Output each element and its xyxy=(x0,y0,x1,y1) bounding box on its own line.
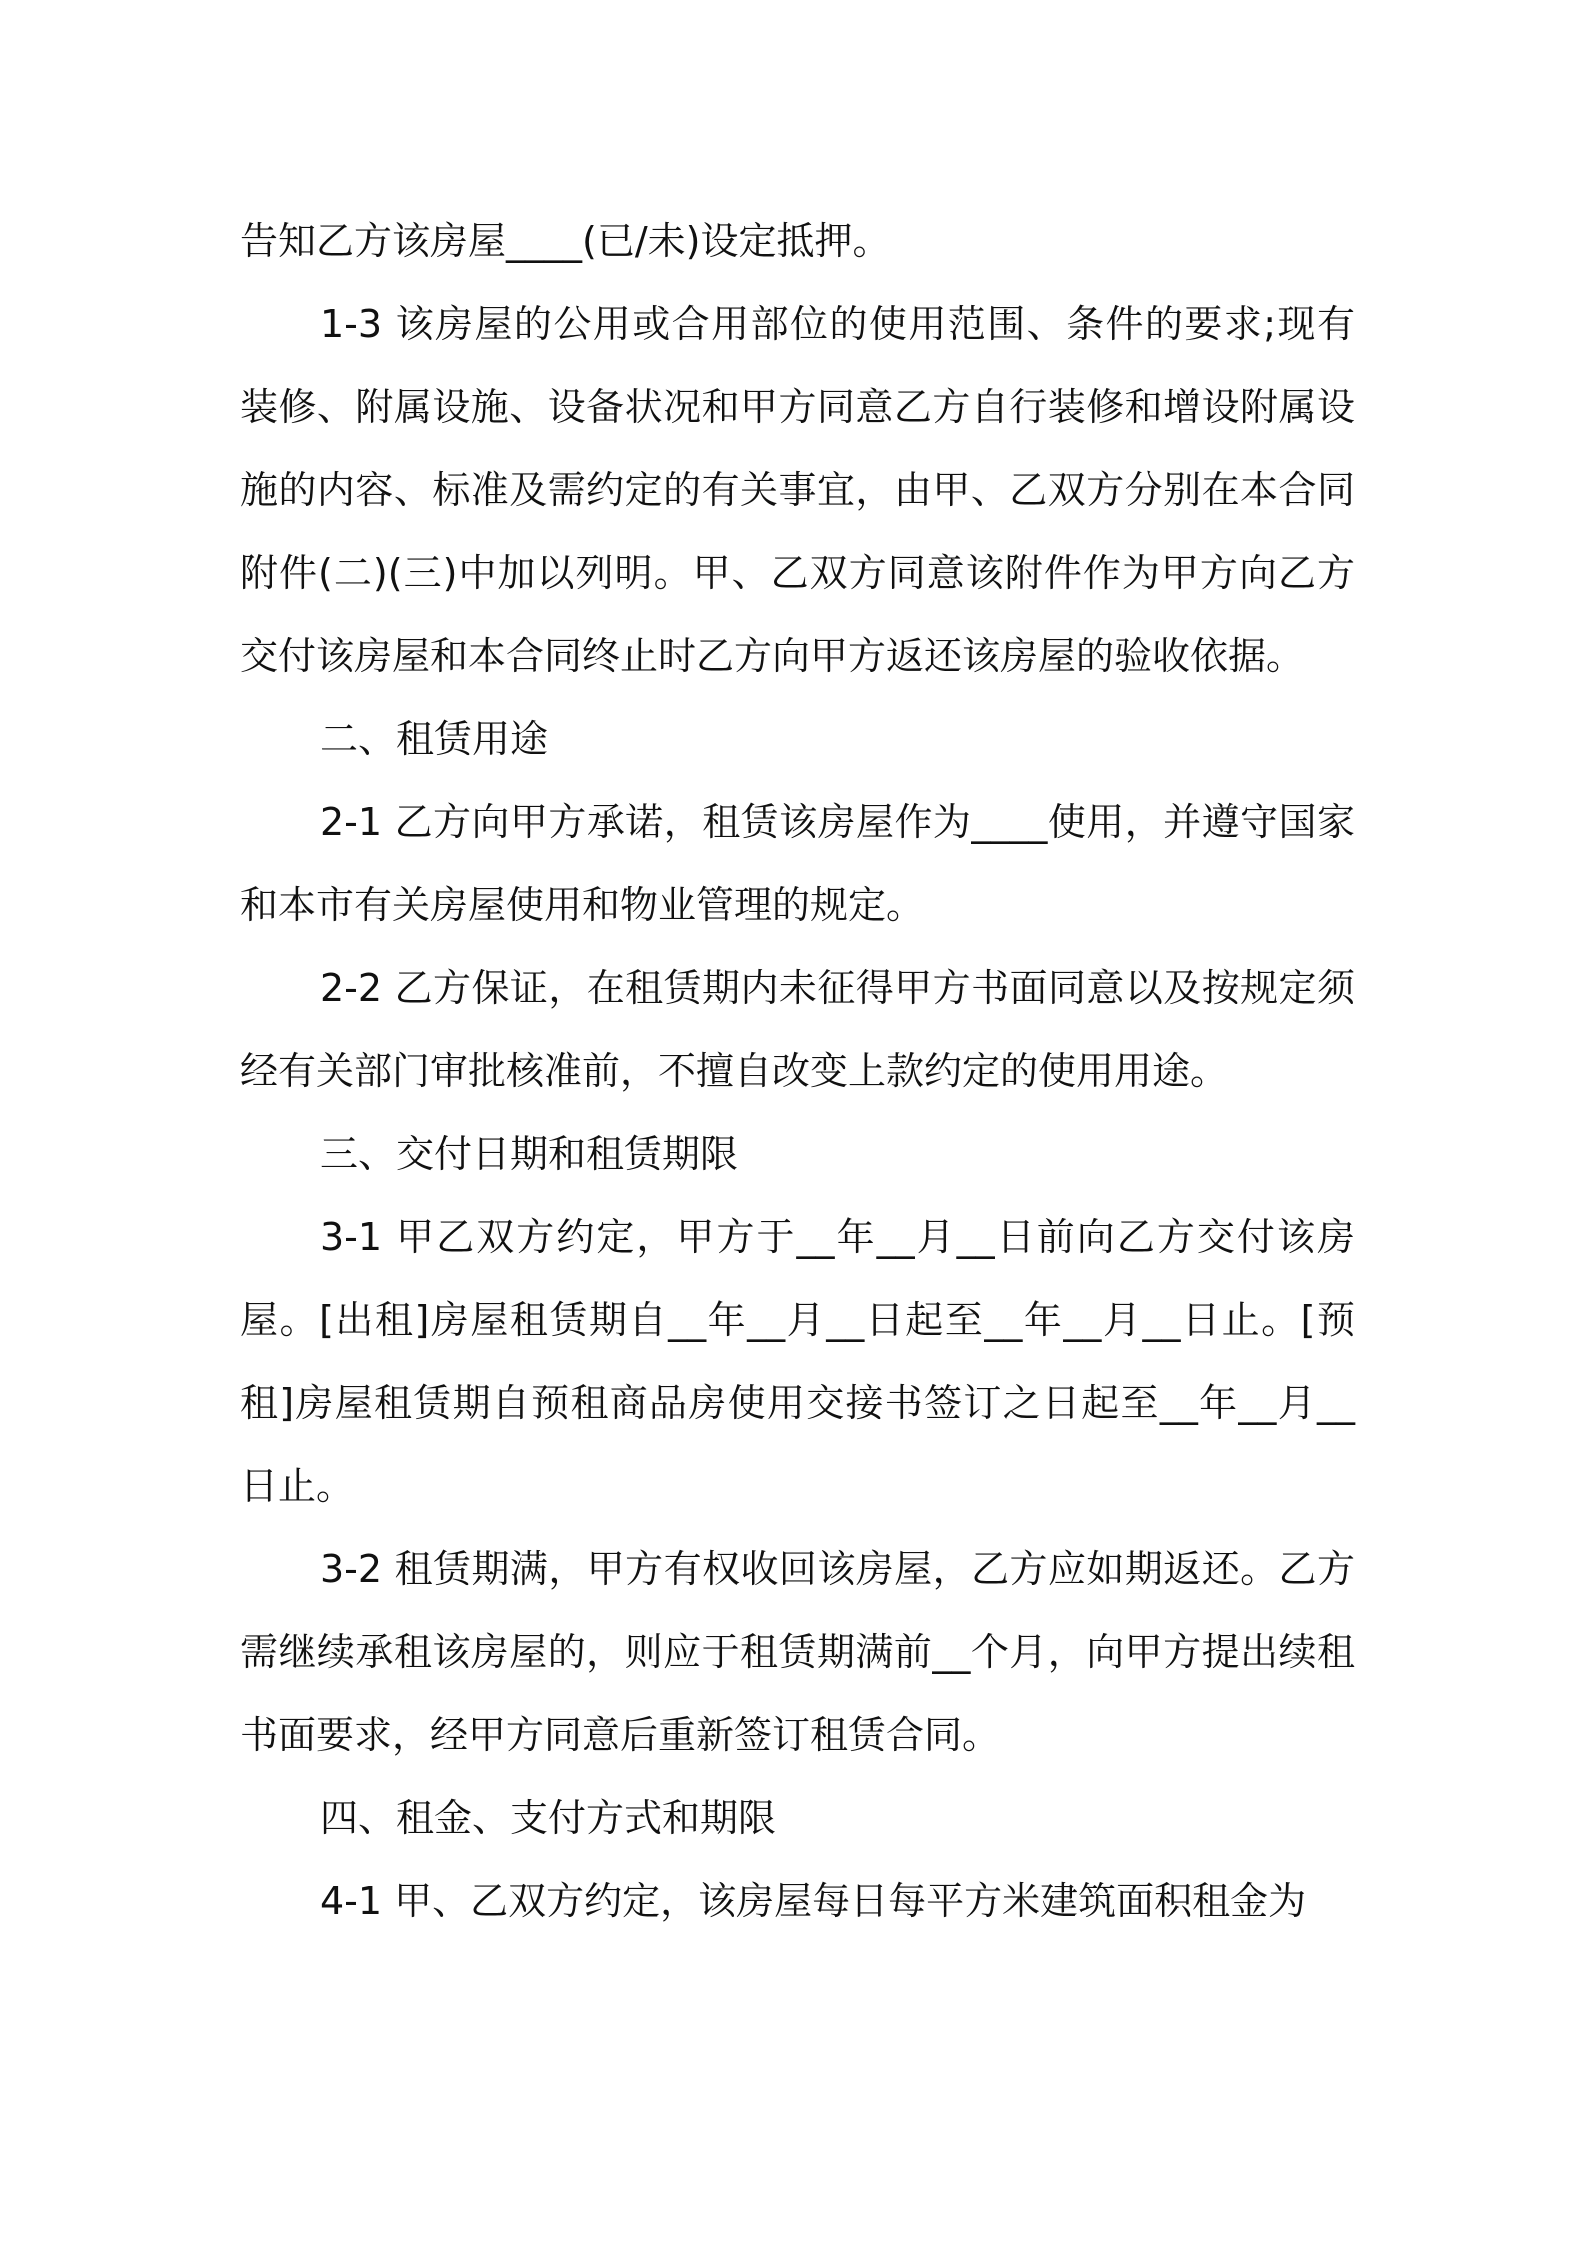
paragraph-clause-4-1: 4-1 甲、乙双方约定，该房屋每日每平方米建筑面积租金为 xyxy=(320,1879,1307,1923)
section-heading-lease-purpose: 二、租赁用途 xyxy=(320,717,549,761)
paragraph-clause-2-2: 2-2 乙方保证，在租赁期内未征得甲方书面同意以及按规定须经有关部门审批核准前，不擅自改变上款约定的使用用途。 xyxy=(240,966,1355,1093)
document-body xyxy=(240,200,1355,1943)
paragraph-clause-1-3: 1-3 该房屋的公用或合用部位的使用范围、条件的要求;现有装修、附属设施、设备状况和甲方同意乙方自行装修和增设附属设施的内容、标准及需约定的有关事宜，由甲、乙双方分别在本合同附件(二)(三)中加以列明。甲、乙双方同意该附件作为甲方向乙方交付该房屋和本合同终止时乙方向甲方返还该房屋的验收依据。 xyxy=(240,302,1355,678)
paragraph-clause-2-1: 2-1 乙方向甲方承诺，租赁该房屋作为____使用，并遵守国家和本市有关房屋使用和物业管理的规定。 xyxy=(240,800,1355,927)
section-heading-rent-and-payment: 四、租金、支付方式和期限 xyxy=(320,1796,777,1840)
section-heading-delivery-and-term: 三、交付日期和租赁期限 xyxy=(320,1132,739,1176)
paragraph-clause-3-2: 3-2 租赁期满，甲方有权收回该房屋，乙方应如期返还。乙方需继续承租该房屋的，则应于租赁期满前__个月，向甲方提出续租书面要求，经甲方同意后重新签订租赁合同。 xyxy=(240,1547,1355,1757)
paragraph-mortgage-notice: 告知乙方该房屋____(已/未)设定抵押。 xyxy=(240,219,891,263)
paragraph-clause-3-1: 3-1 甲乙双方约定，甲方于__年__月__日前向乙方交付该房屋。[出租]房屋租赁期自__年__月__日起至__年__月__日止。[预租]房屋租赁期自预租商品房使用交接书签订之日起至__年__月__日止。 xyxy=(240,1215,1355,1508)
